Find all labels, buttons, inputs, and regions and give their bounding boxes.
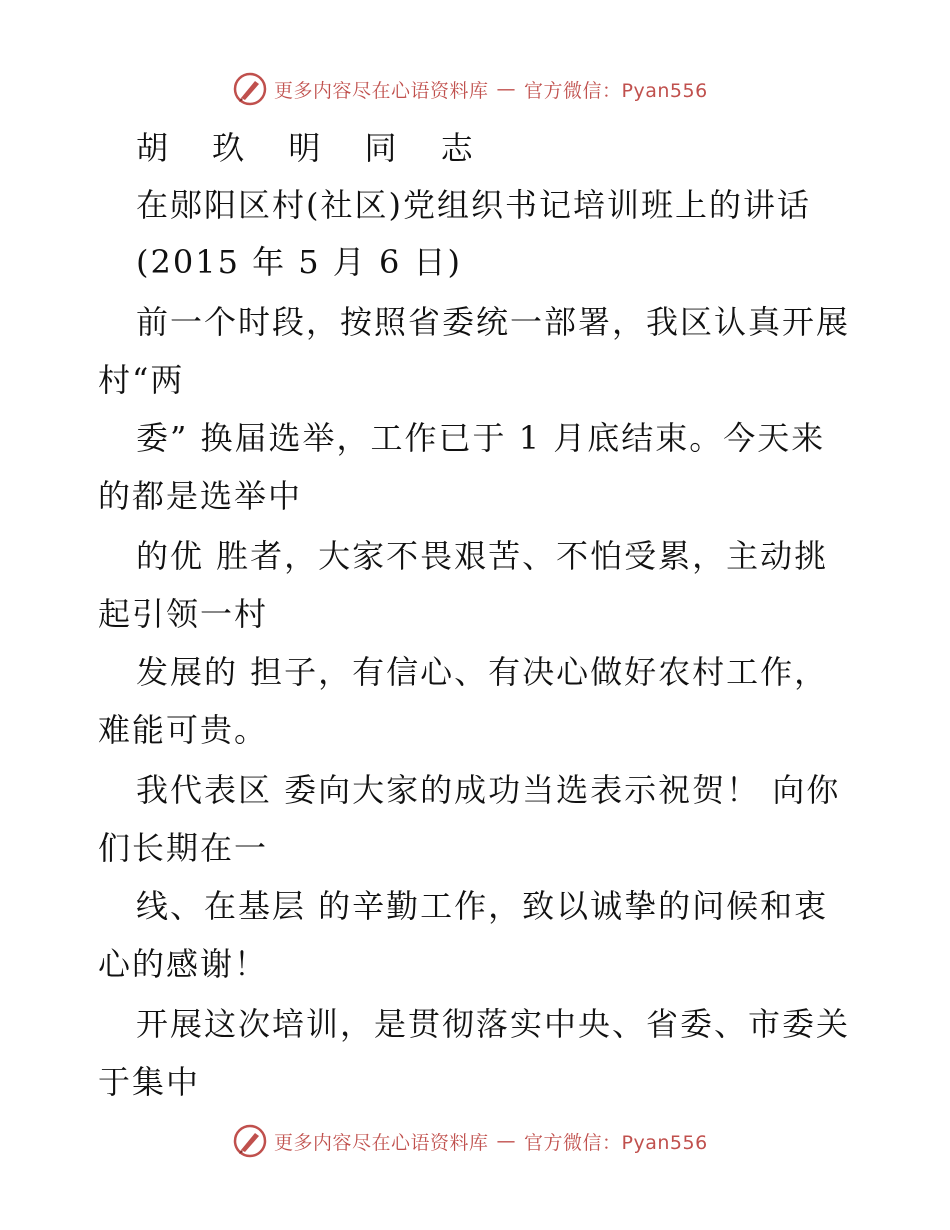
paragraph-line: 起引领一村 <box>98 595 269 633</box>
paragraph-line: 的都是选举中 <box>98 477 303 515</box>
header-watermark <box>232 70 708 108</box>
paragraph-line: 们长期在一 <box>98 829 269 867</box>
speaker-name: 胡 玖 明 同 志 <box>136 129 490 167</box>
paragraph-line: 委” 换届选举，工作已于 1 月底结束。今天来 <box>136 419 826 457</box>
paragraph-line: 发展的 担子，有信心、有决心做好农村工作， <box>136 653 829 691</box>
watermark-dash: — <box>496 1130 517 1152</box>
paragraph-line: 开展这次培训，是贯彻落实中央、省委、市委关 <box>136 1005 851 1043</box>
paragraph-line: 难能可贵。 <box>98 711 269 749</box>
watermark-contact: 官方微信：Pyan556 <box>524 79 708 102</box>
paragraph-line: 心的感谢！ <box>98 945 269 983</box>
watermark-main-text: 更多内容尽在心语资料库 <box>274 1131 489 1154</box>
speech-date: (2015 年 5 月 6 日) <box>136 243 462 281</box>
pen-logo-icon <box>232 1123 268 1159</box>
speech-title: 在郧阳区村(社区)党组织书记培训班上的讲话 <box>136 186 811 224</box>
watermark-main-text: 更多内容尽在心语资料库 <box>274 79 489 102</box>
paragraph-line: 我代表区 委向大家的成功当选表示祝贺！ 向你 <box>136 771 841 809</box>
pen-logo-icon <box>232 71 268 107</box>
paragraph-line: 于集中 <box>98 1063 201 1101</box>
watermark-dash: — <box>496 78 517 100</box>
paragraph-line: 村“两 <box>98 361 185 399</box>
watermark-contact: 官方微信：Pyan556 <box>524 1131 708 1154</box>
paragraph-line: 的优 胜者，大家不畏艰苦、不怕受累，主动挑 <box>136 537 829 575</box>
paragraph-line: 前一个时段，按照省委统一部署，我区认真开展 <box>136 303 851 341</box>
footer-watermark <box>232 1122 708 1160</box>
paragraph-line: 线、在基层 的辛勤工作，致以诚挚的问候和衷 <box>136 887 829 925</box>
